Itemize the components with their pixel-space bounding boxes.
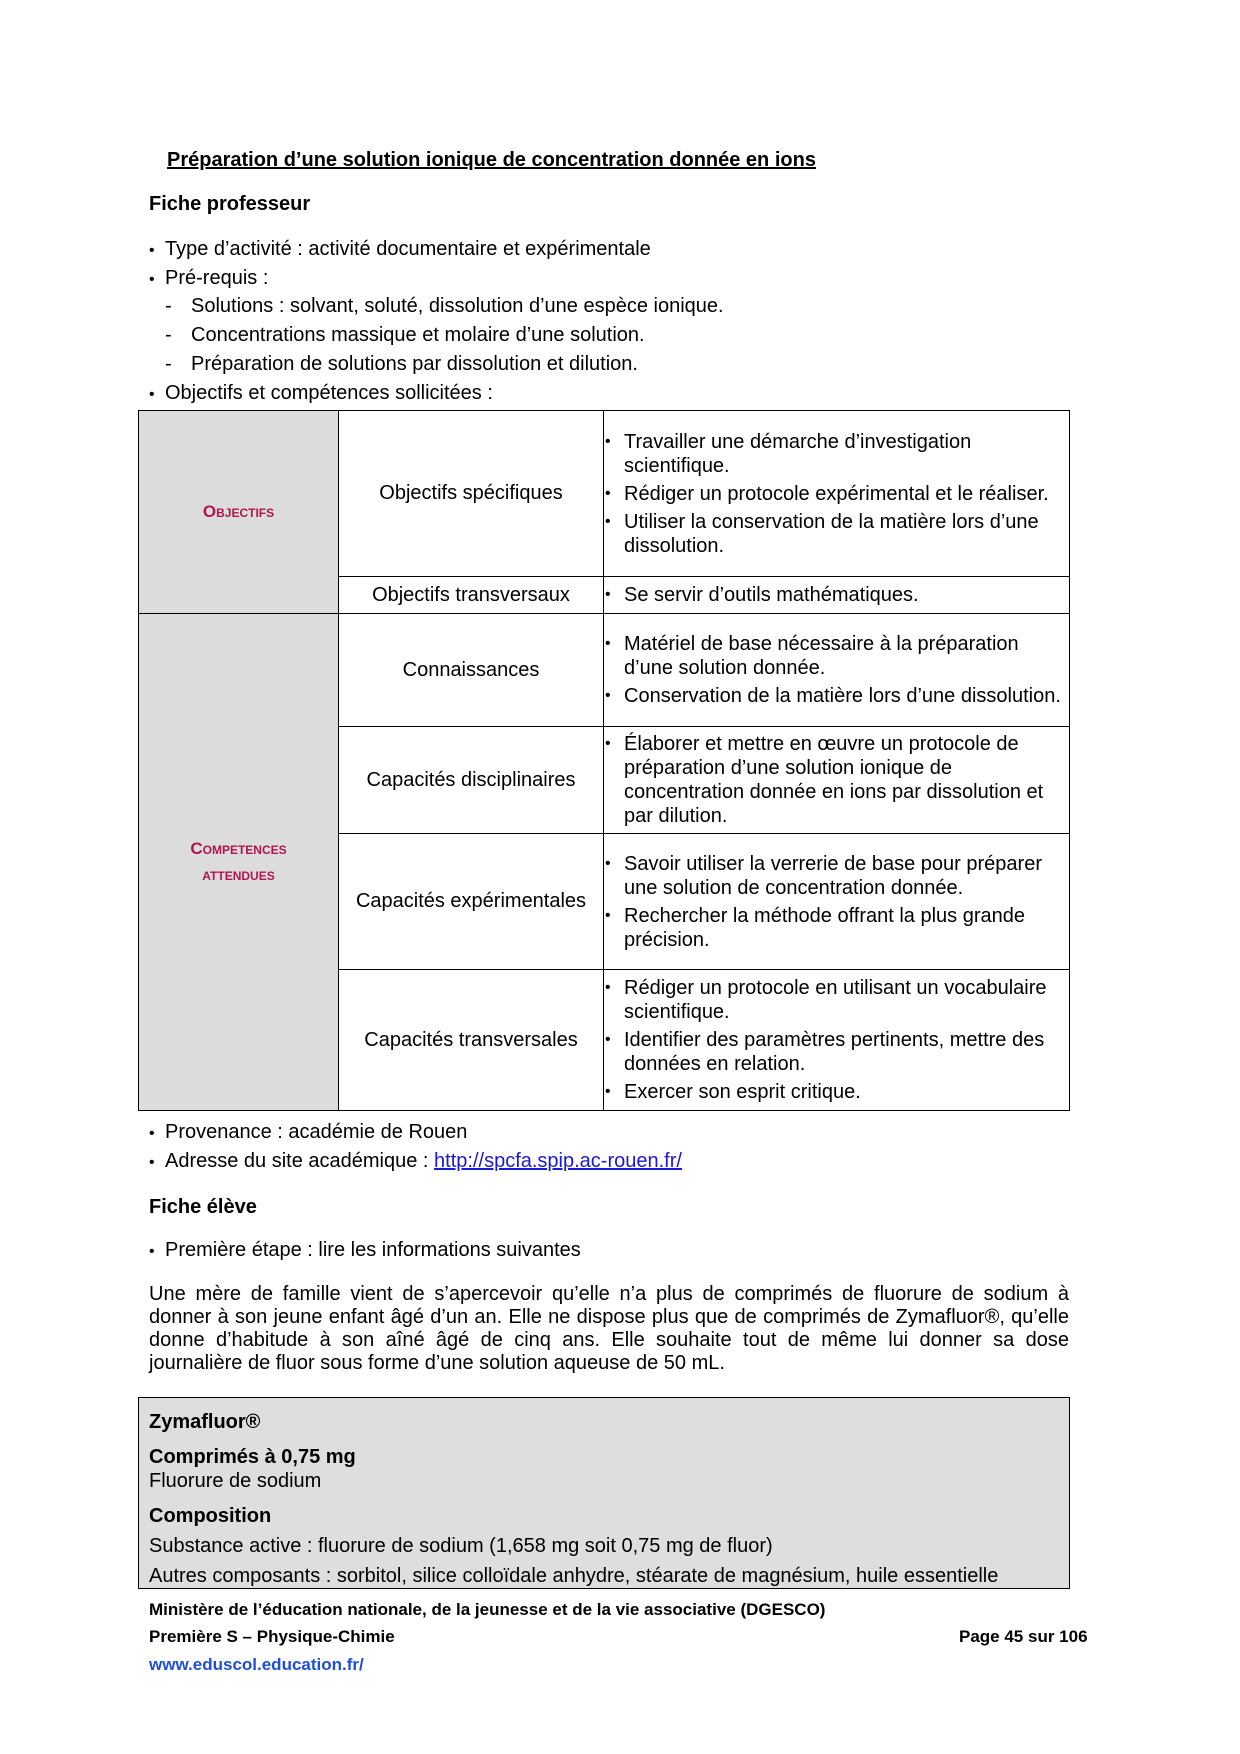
list-item: • Rédiger un protocole expérimental et le réaliser. [604, 482, 1069, 506]
objectifs-specifiques-label: Objectifs spécifiques [339, 411, 604, 577]
fiche-eleve-heading: Fiche élève [149, 1196, 257, 1218]
type-activite: • Type d’activité : activité documentaire et expérimentale [149, 235, 651, 265]
notice-active-substance: Substance active : fluorure de sodium (1,658 mg soit 0,75 mg de fluor) [149, 1535, 773, 1557]
list-item: • Rédiger un protocole en utilisant un vocabulaire scientifique. [604, 976, 1069, 1024]
notice-dosage: Comprimés à 0,75 mg [149, 1446, 356, 1468]
list-item: • Identifier des paramètres pertinents, mettre des données en relation. [604, 1028, 1069, 1076]
notice-other-components: Autres composants : sorbitol, silice colloïdale anhydre, stéarate de magnésium, huile essentielle [149, 1565, 999, 1587]
objectifs-header: Objectifs [139, 411, 339, 614]
capacites-experimentales-cell [604, 834, 1070, 970]
capacites-transversales-cell [604, 970, 1070, 1111]
footer-page-number: Page 45 sur 106 [959, 1627, 1088, 1646]
fiche-professeur-heading: Fiche professeur [149, 193, 311, 215]
prerequis-item: - Concentrations massique et molaire d’une solution. [165, 324, 645, 346]
capacites-disciplinaires-label: Capacités disciplinaires [339, 727, 604, 834]
scenario-paragraph: Une mère de famille vient de s’apercevoir qu’elle n’a plus de comprimés de fluorure de sodium à donner à son jeune enfant âgé d’un an. Elle ne dispose plus que de comprimés de Zymafluor®, qu’elle donne d’habitude à son aîné âgé de cinq ans. Elle souhaite tout de même lui donner sa dose journalière de fluor sous forme d’une solution aqueuse de 50 mL. [149, 1283, 1069, 1374]
footer-course: Première S – Physique-Chimie [149, 1627, 395, 1646]
connaissances-cell [604, 614, 1070, 727]
notice-composition-heading: Composition [149, 1505, 272, 1527]
notice-substance: Fluorure de sodium [149, 1470, 322, 1492]
list-item: • Travailler une démarche d’investigation scientifique. [604, 430, 1069, 478]
list-item: • Se servir d’outils mathématiques. [604, 583, 1069, 607]
footer-website-link[interactable]: www.eduscol.education.fr/ [149, 1655, 364, 1674]
prerequis-item: - Solutions : solvant, soluté, dissolution d’une espèce ionique. [165, 295, 724, 317]
prerequis-label: • Pré-requis : [149, 264, 268, 294]
list-item: • Rechercher la méthode offrant la plus grande précision. [604, 904, 1069, 952]
objectifs-label: • Objectifs et compétences sollicitées : [149, 379, 493, 409]
capacites-transversales-label: Capacités transversales [339, 970, 604, 1111]
list-item: • Élaborer et mettre en œuvre un protocole de préparation d’une solution ionique de concentration donnée en ions par dissolution et par dilution. [604, 732, 1069, 828]
competences-header: Competences attendues [139, 614, 339, 1111]
notice-name: Zymafluor® [149, 1411, 261, 1433]
list-item: • Conservation de la matière lors d’une dissolution. [604, 684, 1069, 708]
objectives-table [138, 410, 1070, 1111]
list-item: • Utiliser la conservation de la matière lors d’une dissolution. [604, 510, 1069, 558]
list-item: • Savoir utiliser la verrerie de base pour préparer une solution de concentration donnée. [604, 852, 1069, 900]
prerequis-item: - Préparation de solutions par dissolution et dilution. [165, 353, 638, 375]
objectifs-specifiques-cell [604, 411, 1070, 577]
premiere-etape: • Première étape : lire les informations suivantes [149, 1236, 581, 1266]
capacites-disciplinaires-cell [604, 727, 1070, 834]
objectifs-transversaux-cell [604, 577, 1070, 614]
adresse-line: • Adresse du site académique : http://spcfa.spip.ac-rouen.fr/ [149, 1147, 682, 1177]
footer-ministry: Ministère de l’éducation nationale, de la jeunesse et de la vie associative (DGESCO) [149, 1600, 826, 1619]
page-title: Préparation d’une solution ionique de concentration donnée en ions [167, 149, 816, 171]
objectifs-transversaux-label: Objectifs transversaux [339, 577, 604, 614]
zymafluor-notice [138, 1397, 1070, 1589]
list-item: • Matériel de base nécessaire à la préparation d’une solution donnée. [604, 632, 1069, 680]
capacites-experimentales-label: Capacités expérimentales [339, 834, 604, 970]
list-item: • Exercer son esprit critique. [604, 1080, 1069, 1104]
connaissances-label: Connaissances [339, 614, 604, 727]
provenance: • Provenance : académie de Rouen [149, 1118, 467, 1148]
academic-site-link[interactable]: http://spcfa.spip.ac-rouen.fr/ [434, 1150, 682, 1172]
